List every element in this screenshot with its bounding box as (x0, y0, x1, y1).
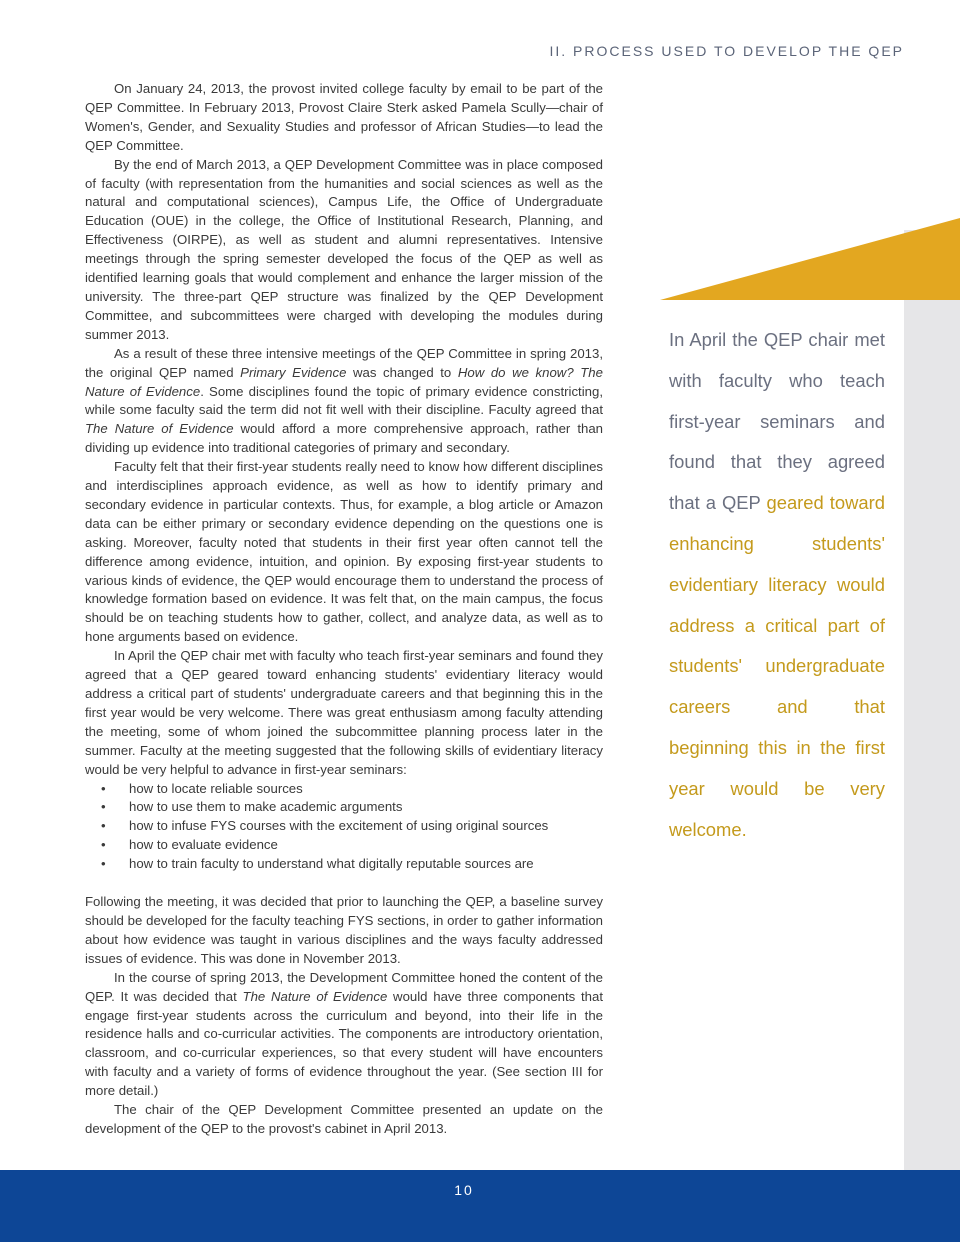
paragraph-2: By the end of March 2013, a QEP Development Committee was in place composed of faculty (with representation from the humanities and social sciences as well as the natural and computational sciences), Campus Life, the Office of Undergraduate Education (OUE) in the college, the Office of Institutional Research, Planning, and Effectiveness (OIRPE), as well as student and alumni representatives. Intensive meetings through the spring semester developed the focus of the QEP as well as identified learning goals that would complement and enhance the larger mission of the university. The three-part QEP structure was finalized by the QEP Development Committee, and subcommittees were charged with developing the modules during summer 2013. (85, 156, 603, 342)
bullet-icon: • (101, 837, 106, 853)
list-item: • how to train faculty to understand what digitally reputable sources are (85, 855, 603, 874)
bullet-icon: • (101, 780, 106, 796)
paragraph-5: In April the QEP chair met with faculty who teach first-year seminars and found they agreed that a QEP geared toward enhancing students' evidentiary literacy would address a critical part of students' undergraduate careers and that beginning this in the first year would be very welcome. There was great enthusiasm among faculty attending the meeting, some of whom joined the subcommittee planning process later in the summer. Faculty at the meeting suggested that the following skills of evidentiary literacy would be very helpful to advance in first-year seminars: (85, 648, 603, 777)
section-header: II. PROCESS USED TO DEVELOP THE QEP (549, 43, 904, 59)
paragraph-4: Faculty felt that their first-year students really need to know how different disciplines and interdisciplines approach evidence, as well as how to identify primary and secondary evidence in particular contexts. Thus, for example, a blog article or Amazon data can be either primary or secondary evidence depending on the questions one is asking. Moreover, faculty noted that students in their first year often cannot tell the difference among evidence, intuition, and opinion. By exposing first-year students to various kinds of evidence, the QEP would encourage them to understand the process of knowledge formation based on evidence. It was felt that, on the main campus, the focus should be on teaching students how to gather, collect, and analyze data, as well as to hone arguments based on evidence. (85, 459, 603, 645)
paragraph-8: The chair of the QEP Development Committee presented an update on the development of the QEP to the provost's cabinet in April 2013. (85, 1102, 603, 1136)
skills-list (85, 780, 603, 875)
main-text-column (85, 80, 603, 1139)
pull-quote (669, 320, 885, 850)
list-item: • how to evaluate evidence (85, 836, 603, 855)
paragraph-6: Following the meeting, it was decided that prior to launching the QEP, a baseline survey should be developed for the faculty teaching FYS sections, in order to gather information about how evidence was taught in various disciplines and the ways faculty addressed issues of evidence. This was done in November 2013. (85, 894, 603, 966)
bullet-icon: • (101, 799, 106, 815)
list-item: • how to use them to make academic arguments (85, 798, 603, 817)
footer-bar (0, 1170, 960, 1242)
list-item: • how to infuse FYS courses with the excitement of using original sources (85, 817, 603, 836)
sidebar-background (904, 230, 960, 1170)
pull-quote-highlight: geared toward enhancing students' evidentiary literacy would address a critical part of students' undergraduate careers and that beginning this in the first year would be very welcome. (669, 492, 885, 840)
bullet-icon: • (101, 818, 106, 834)
bullet-icon: • (101, 856, 106, 872)
paragraph-3: As a result of these three intensive meetings of the QEP Committee in spring 2013, the original QEP named Primary Evidence was changed to How do we know? The Nature of Evidence. Some disciplines found the topic of primary evidence constricting, while some faculty said the term did not fit well with their discipline. Faculty agreed that The Nature of Evidence would afford a more comprehensive approach, rather than dividing up evidence into traditional categories of primary and secondary. (85, 345, 603, 456)
paragraph-1: On January 24, 2013, the provost invited college faculty by email to be part of the QEP Committee. In February 2013, Provost Claire Sterk asked Pamela Scully—chair of Women's, Gender, and Sexuality Studies and professor of African Studies—to lead the QEP Committee. (85, 81, 603, 153)
pull-quote-lead: In April the QEP chair met with faculty who teach first-year seminars and found that they agreed that a QEP (669, 329, 885, 514)
paragraph-7: In the course of spring 2013, the Development Committee honed the content of the QEP. It was decided that The Nature of Evidence would have three components that engage first-year students across the curriculum and beyond, into their life in the residence halls and co-curricular activities. The components are introductory orientation, classroom, and co-curricular experiences, so that every student will have encounters with faculty and a variety of forms of evidence throughout the year. (See section III for more detail.) (85, 969, 603, 1099)
list-item: • how to locate reliable sources (85, 780, 603, 799)
page-number: 10 (454, 1182, 474, 1198)
